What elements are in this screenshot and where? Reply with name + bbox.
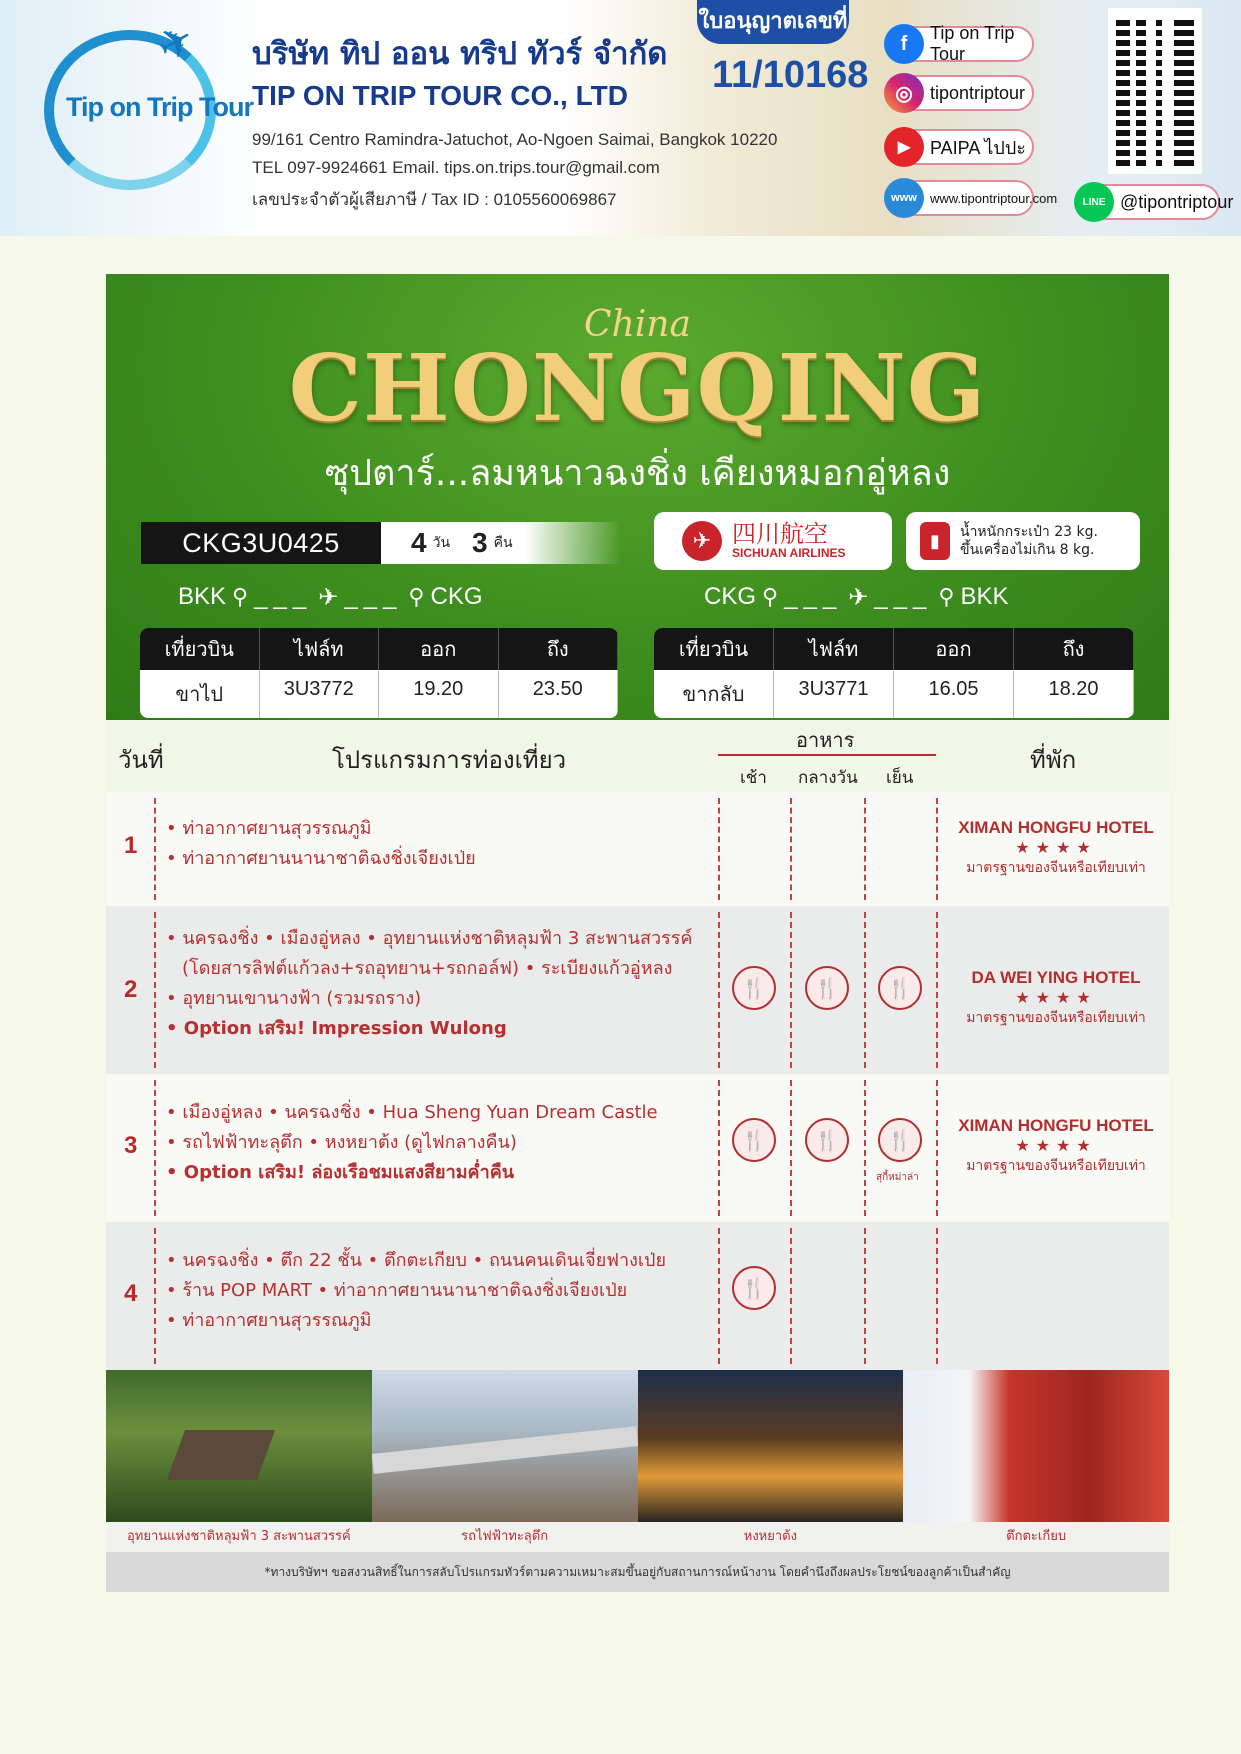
breakfast-meal-icon: 🍴 — [732, 1118, 776, 1162]
instagram-icon: ◎ — [884, 73, 924, 113]
outbound-to: CKG — [430, 583, 483, 610]
flight-cell: 3U3771 — [774, 670, 894, 718]
program-column-header: โปรแกรมการท่องเที่ยว — [332, 746, 567, 774]
day-number: 3 — [124, 1132, 138, 1159]
location-pin-icon: ⚲ — [762, 584, 779, 609]
tour-code-bar — [141, 522, 621, 564]
photo-three-natural-bridges — [106, 1370, 372, 1522]
airline-badge — [654, 512, 892, 570]
line-label: @tipontriptour — [1120, 191, 1234, 212]
globe-icon: www — [884, 178, 924, 218]
instagram-link[interactable] — [886, 75, 1034, 111]
itinerary-item: • อุทยานเขานางฟ้า (รวมรถราง) — [166, 988, 422, 1009]
hotel-standard: มาตรฐานของจีนหรือเทียบเท่า — [966, 1010, 1146, 1026]
line-icon: LINE — [1074, 182, 1114, 222]
airplane-icon: ✈ — [148, 12, 204, 73]
location-pin-icon: ⚲ — [408, 584, 425, 609]
flight-cell: ขาไป — [140, 670, 260, 718]
logo-text: Tip on Trip Tour — [66, 92, 253, 122]
license-label: ใบอนุญาตเลขที่ — [697, 0, 849, 44]
return-from: CKG — [704, 583, 757, 610]
return-to: BKK — [960, 583, 1009, 610]
lunch-meal-icon: 🍴 — [805, 966, 849, 1010]
photo-hongyadong — [638, 1370, 904, 1522]
flight-header-cell: เที่ยวบิน — [654, 628, 774, 670]
nights-count: 3 — [472, 527, 488, 558]
breakfast-meal-icon: 🍴 — [732, 966, 776, 1010]
flight-header-cell: ถึง — [1014, 628, 1134, 670]
hotel-info — [946, 818, 1166, 879]
hotel-info — [946, 968, 1166, 1029]
flight-cell: 18.20 — [1014, 670, 1134, 718]
disclaimer: *ทางบริษัทฯ ขอสงวนสิทธิ์ในการสลับโปรแกรมทัวร์ตามความเหมาะสมขึ้นอยู่กับสถานการณ์หน้างาน โดยคำนึงถึงผลประโยชน์ของลูกค้าเป็นสำคัญ — [106, 1552, 1169, 1592]
photo-monorail-through-building — [372, 1370, 638, 1522]
license-number: 11/10168 — [712, 54, 869, 96]
itinerary-item: • เมืองอู่หลง • นครฉงชิ่ง • Hua Sheng Yuan Dream Castle — [166, 1102, 658, 1123]
meals-column-header: อาหาร — [796, 728, 855, 752]
itinerary-item: (โดยสารลิฟต์แก้วลง+รถอุทยาน+รถกอล์ฟ) • ระเบียงแก้วอู่หลง — [182, 958, 673, 979]
photo-chopsticks-building — [903, 1370, 1169, 1522]
itinerary-item: • ท่าอากาศยานสุวรรณภูมิ — [166, 818, 372, 839]
photo-caption: ตึกตะเกียบ — [1006, 1529, 1067, 1544]
hotel-standard: มาตรฐานของจีนหรือเทียบเท่า — [966, 1158, 1146, 1174]
breakfast-meal-icon: 🍴 — [732, 1266, 776, 1310]
flight-header-cell: ไฟล์ท — [774, 628, 894, 670]
youtube-link[interactable] — [886, 129, 1034, 165]
company-tax-id: เลขประจำตัวผู้เสียภาษี / Tax ID : 0105560069867 — [252, 190, 617, 209]
facebook-icon: f — [884, 24, 924, 64]
outbound-flight-table — [140, 628, 618, 718]
hotel-name: XIMAN HONGFU HOTEL — [958, 818, 1154, 837]
day-row-1 — [106, 792, 1169, 906]
baggage-checked: น้ำหนักกระเป๋า 23 kg. — [960, 524, 1098, 540]
photo-strip — [106, 1370, 1169, 1522]
youtube-label: PAIPA ไปปะ — [930, 137, 1026, 158]
country-label: China — [584, 304, 691, 345]
hotel-name: XIMAN HONGFU HOTEL — [958, 1116, 1154, 1135]
facebook-link[interactable] — [886, 23, 1034, 64]
flight-cell: 16.05 — [894, 670, 1014, 718]
airline-name-chinese: 四川航空 — [732, 520, 828, 548]
itinerary-item: • ท่าอากาศยานสุวรรณภูมิ — [166, 1310, 372, 1331]
company-header — [0, 0, 1241, 236]
flight-header-cell: ไฟล์ท — [260, 628, 380, 670]
day-number: 2 — [124, 976, 138, 1003]
flight-header-cell: เที่ยวบิน — [140, 628, 260, 670]
qr-code — [1108, 8, 1202, 174]
optional-item: • Option เสริม! Impression Wulong — [166, 1018, 507, 1039]
program-table-header — [106, 720, 1169, 792]
tour-duration — [381, 522, 621, 564]
nights-unit: คืน — [493, 534, 513, 550]
hotel-stars: ★★★★ — [1015, 988, 1097, 1007]
itinerary-item: • ท่าอากาศยานนานาชาติฉงชิ่งเจียงเป่ย — [166, 848, 476, 869]
dinner-meal-icon: 🍴 — [878, 1118, 922, 1162]
dinner-header: เย็น — [886, 768, 914, 788]
hotel-column-header: ที่พัก — [1030, 746, 1077, 774]
line-link[interactable] — [1076, 184, 1234, 220]
dinner-meal-icon: 🍴 — [878, 966, 922, 1010]
day-number: 4 — [124, 1280, 138, 1307]
hero-banner — [106, 274, 1169, 720]
day-number: 1 — [124, 832, 138, 859]
hotel-stars: ★★★★ — [1015, 838, 1097, 857]
hotel-standard: มาตรฐานของจีนหรือเทียบเท่า — [966, 860, 1146, 876]
tour-subtitle: ซุปตาร์...ลมหนาวฉงชิ่ง เคียงหมอกอู่หลง — [324, 453, 951, 494]
flight-cell: 23.50 — [499, 670, 619, 718]
company-contact: TEL 097-9924661 Email. tips.on.trips.tour@gmail.com — [252, 158, 660, 177]
return-route: CKG ⚲ ___ ✈ ___ ⚲ BKK — [704, 583, 1009, 611]
baggage-info — [906, 512, 1140, 570]
flight-header-cell: ถึง — [499, 628, 619, 670]
flight-header-cell: ออก — [894, 628, 1014, 670]
hotel-stars: ★★★★ — [1015, 1136, 1097, 1155]
airline-name-english: SICHUAN AIRLINES — [732, 546, 846, 560]
website-label: www.tipontriptour.com — [930, 190, 1058, 206]
return-flight-table — [654, 628, 1134, 718]
day-row-4 — [106, 1222, 1169, 1370]
company-name-english: TIP ON TRIP TOUR CO., LTD — [252, 80, 628, 111]
itinerary-item: • รถไฟฟ้าทะลุตึก • หงหยาต้ง (ดูไฟกลางคืน) — [166, 1132, 517, 1153]
company-logo — [40, 12, 253, 198]
airplane-icon: ✈ — [848, 583, 869, 611]
hotel-info — [946, 1116, 1166, 1177]
itinerary-item: • ร้าน POP MART • ท่าอากาศยานนานาชาติฉงชิ่งเจียงเป่ย — [166, 1280, 628, 1301]
sichuan-airlines-logo-icon: ✈ — [682, 521, 722, 561]
instagram-label: tipontriptour — [930, 82, 1026, 103]
destination-title: CHONGQING — [288, 334, 987, 442]
photo-caption: รถไฟฟ้าทะลุตึก — [461, 1529, 549, 1544]
photo-captions — [106, 1522, 1169, 1552]
photo-caption: หงหยาต้ง — [743, 1529, 797, 1544]
outbound-from: BKK — [178, 583, 227, 610]
tour-code: CKG3U0425 — [141, 522, 381, 564]
flight-header-cell: ออก — [379, 628, 499, 670]
optional-item: • Option เสริม! ล่องเรือชมแสงสียามค่ำคืน — [166, 1162, 515, 1183]
location-pin-icon: ⚲ — [938, 584, 955, 609]
luggage-icon: ▮ — [920, 522, 950, 560]
flight-cell: 3U3772 — [260, 670, 380, 718]
day-row-2 — [106, 906, 1169, 1074]
baggage-carry-on: ขึ้นเครื่องไม่เกิน 8 kg. — [960, 542, 1095, 558]
airplane-icon: ✈ — [318, 583, 339, 611]
breakfast-header: เช้า — [740, 768, 767, 788]
lunch-header: กลางวัน — [798, 768, 858, 788]
day-itinerary — [166, 1098, 658, 1188]
lunch-meal-icon: 🍴 — [805, 1118, 849, 1162]
company-address: 99/161 Centro Ramindra-Jatuchot, Ao-Ngoen Saimai, Bangkok 10220 — [252, 130, 778, 149]
meals-divider — [718, 754, 936, 756]
youtube-icon: ▶ — [884, 127, 924, 167]
hotel-name: DA WEI YING HOTEL — [971, 968, 1141, 987]
tour-poster — [106, 274, 1169, 1592]
days-unit: วัน — [432, 534, 451, 550]
day-column-header: วันที่ — [118, 746, 164, 774]
days-count: 4 — [411, 527, 427, 558]
flight-cell: ขากลับ — [654, 670, 774, 718]
itinerary-item: • นครฉงชิ่ง • เมืองอู่หลง • อุทยานแห่งชาติหลุมฟ้า 3 สะพานสวรรค์ — [166, 928, 693, 949]
day-itinerary — [166, 924, 692, 1044]
day-row-3 — [106, 1074, 1169, 1222]
outbound-route: BKK ⚲ ___ ✈ ___ ⚲ CKG — [178, 583, 483, 611]
flight-cell: 19.20 — [379, 670, 499, 718]
day-itinerary — [166, 814, 476, 874]
dinner-note: สุกี้หม่าล่า — [876, 1172, 919, 1183]
company-name-thai: บริษัท ทิป ออน ทริป ทัวร์ จำกัด — [252, 36, 668, 72]
day-itinerary — [166, 1246, 666, 1336]
website-link[interactable] — [886, 180, 1058, 216]
facebook-label: Tip on Trip Tour — [930, 23, 1015, 64]
photo-caption: อุทยานแห่งชาติหลุมฟ้า 3 สะพานสวรรค์ — [126, 1529, 351, 1544]
itinerary-item: • นครฉงชิ่ง • ตึก 22 ชั้น • ตึกตะเกียบ • ถนนคนเดินเจี่ยฟางเป่ย — [166, 1250, 667, 1271]
location-pin-icon: ⚲ — [232, 584, 249, 609]
